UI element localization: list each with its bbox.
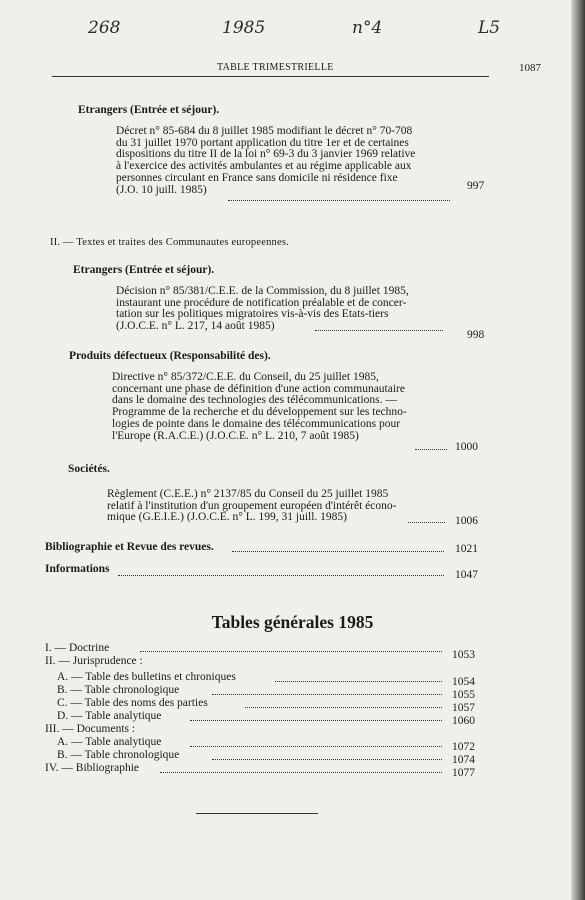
leader-dots bbox=[245, 707, 442, 708]
toc-item: B. — Table chronologique bbox=[57, 684, 180, 696]
toc-item: C. — Table des noms des parties bbox=[57, 697, 208, 709]
toc-item: III. — Documents : bbox=[45, 723, 136, 735]
toc-item: IV. — Bibliographie bbox=[45, 762, 140, 774]
toc-item: A. — Table analytique bbox=[57, 736, 162, 748]
header-page-number: 1087 bbox=[519, 62, 541, 74]
toc-page: 1057 bbox=[452, 702, 475, 714]
toc-item: II. — Jurisprudence : bbox=[45, 655, 143, 667]
leader-dots bbox=[212, 759, 442, 760]
toc-item: D. — Table analytique bbox=[57, 710, 162, 722]
s4-page: 1006 bbox=[455, 515, 478, 527]
part-ii-title: II. — Textes et traites des Communautes europeennes. bbox=[50, 237, 289, 248]
biblio-page: 1021 bbox=[455, 543, 478, 555]
leader-dots bbox=[212, 694, 442, 695]
s3-heading: Produits défectueux (Responsabilité des). bbox=[69, 350, 271, 362]
leader-dots bbox=[315, 330, 443, 331]
handwritten-note-a: 268 bbox=[88, 18, 121, 38]
s3-text: Directive n° 85/372/C.E.E. du Conseil, du 25 juillet 1985, concernant une phase de définition d'une action communautaire dans le domaine des technologies des télécommunications. — Programme de la recherche et du développement sur les techno- logies de pointe dans le domaine des télécommunications pour l'Europe (R.A.C.E.) (J.O.C.E. n° L. 210, 7 août 1985) bbox=[112, 371, 407, 442]
s2-page: 998 bbox=[467, 329, 485, 341]
bottom-rule bbox=[196, 813, 318, 814]
leader-dots bbox=[118, 575, 444, 576]
leader-dots bbox=[140, 651, 442, 652]
running-header bbox=[52, 62, 541, 77]
leader-dots bbox=[275, 681, 442, 682]
s3-page: 1000 bbox=[455, 441, 478, 453]
s2-heading: Etrangers (Entrée et séjour). bbox=[73, 264, 215, 276]
toc-page: 1053 bbox=[452, 649, 475, 661]
toc-item: B. — Table chronologique bbox=[57, 749, 180, 761]
handwritten-note-d: L5 bbox=[478, 18, 501, 38]
toc-item: A. — Table des bulletins et chroniques bbox=[57, 671, 236, 683]
handwritten-note-b: 1985 bbox=[222, 18, 266, 38]
s4-text: Règlement (C.E.E.) n° 2137/85 du Conseil du 25 juillet 1985 relatif à l'institution d'un groupement européen d'intérêt écono- mique (G.E.I.E.) (J.O.C.E. n° L. 199, 31 juill. 1985) bbox=[107, 488, 397, 524]
leader-dots bbox=[232, 551, 444, 552]
toc-page: 1054 bbox=[452, 676, 475, 688]
leader-dots bbox=[408, 522, 445, 523]
s1-page: 997 bbox=[467, 180, 485, 192]
toc-page: 1077 bbox=[452, 767, 475, 779]
s1-heading: Etrangers (Entrée et séjour). bbox=[78, 104, 220, 116]
leader-dots bbox=[160, 772, 442, 773]
toc-page: 1072 bbox=[452, 741, 475, 753]
info-label: Informations bbox=[45, 563, 110, 575]
toc-page: 1055 bbox=[452, 689, 475, 701]
info-page: 1047 bbox=[455, 569, 478, 581]
toc-item: I. — Doctrine bbox=[45, 642, 110, 654]
toc-page: 1060 bbox=[452, 715, 475, 727]
toc-page: 1074 bbox=[452, 754, 475, 766]
leader-dots bbox=[190, 720, 442, 721]
handwritten-note-c: n°4 bbox=[352, 18, 383, 38]
s2-text: Décision n° 85/381/C.E.E. de la Commission, du 8 juillet 1985, instaurant une procédure de notification préalable et de concer- tation sur les politiques migratoires vis-à-vis des Etats-tiers (J.O.C.E. n° L. 217, 14 août 1985) bbox=[116, 285, 409, 333]
leader-dots bbox=[415, 449, 447, 450]
header-title: TABLE TRIMESTRIELLE bbox=[217, 62, 334, 73]
tables-title: Tables générales 1985 bbox=[211, 612, 374, 632]
biblio-label: Bibliographie et Revue des revues. bbox=[45, 541, 214, 553]
s4-heading: Sociétés. bbox=[68, 463, 110, 475]
leader-dots bbox=[228, 200, 450, 201]
page-edge-shadow bbox=[571, 0, 585, 900]
leader-dots bbox=[190, 746, 442, 747]
s1-text: Décret n° 85-684 du 8 juillet 1985 modifiant le décret n° 70-708 du 31 juillet 1970 portant application du titre 1er et de certaines dispositions du titre II de la loi n° 69-3 du 3 janvier 1969 relative à l'exercice des activités ambulantes et au régime applicable aux personnes circulant en France sans domicile ni résidence fixe (J.O. 10 juill. 1985) bbox=[116, 125, 416, 196]
